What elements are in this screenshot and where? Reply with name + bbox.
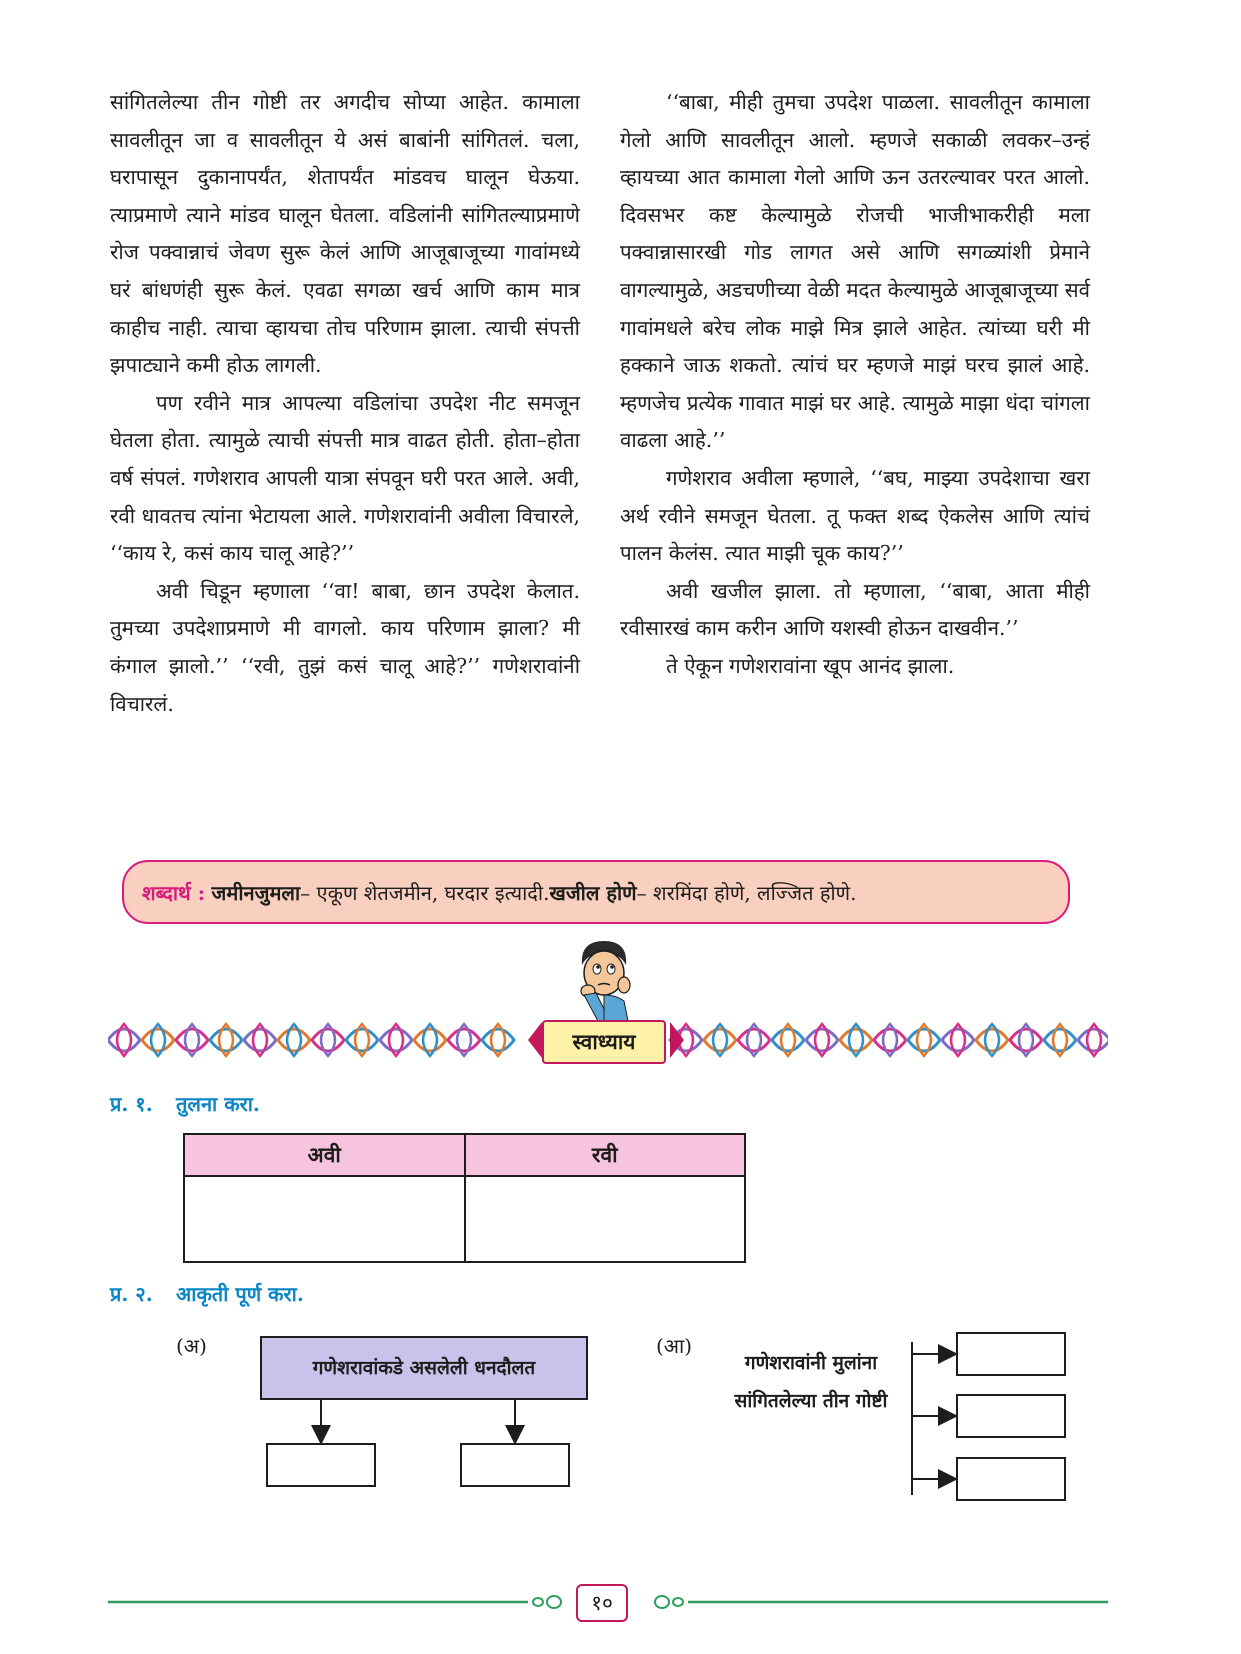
story-paragraph: ते ऐकून गणेशरावांना खूप आनंद झाला. [666, 653, 955, 678]
wealth-box: गणेशरावांकडे असलेली धनदौलत [260, 1336, 588, 1400]
band-ornament [210, 1024, 242, 1056]
story-paragraph: अवी चिडून म्हणाला ‘‘वा! बाबा, छान उपदेश केलात. तुमच्या उपदेशाप्रमाणे मी वागलो. काय परिणाम झाला? मी कंगाल झालो.’’ ‘‘रवी, तुझं कसं चालू आहे?’’ गणेशरावांनी विचारलं. [110, 578, 580, 716]
story-paragraph: अवी खजील झाला. तो म्हणाला, ‘‘बाबा, आता मीही रवीसारखं काम करीन आणि यशस्वी होऊन दाखवीन.’’ [620, 578, 1090, 641]
band-ornament [278, 1024, 310, 1056]
story-column-right [620, 84, 1090, 686]
band-ornament [176, 1024, 208, 1056]
answer-box[interactable] [956, 1332, 1066, 1376]
question-2 [110, 1280, 304, 1307]
question-number: प्र. २. [110, 1282, 153, 1306]
band-ornament [1010, 1024, 1042, 1056]
answer-cell[interactable] [184, 1176, 465, 1262]
band-ornament [244, 1024, 276, 1056]
band-ornament [312, 1024, 344, 1056]
band-ornament [142, 1024, 174, 1056]
band-ornament [908, 1024, 940, 1056]
answer-cell[interactable] [465, 1176, 746, 1262]
band-ornament [346, 1024, 378, 1056]
answer-box[interactable] [956, 1457, 1066, 1501]
band-ornament [840, 1024, 872, 1056]
band-ornament [874, 1024, 906, 1056]
band-ornament [108, 1024, 140, 1056]
part-aa-label: (आ) [656, 1334, 693, 1358]
band-ornament [448, 1024, 480, 1056]
answer-box[interactable] [460, 1443, 570, 1487]
band-ornament [772, 1024, 804, 1056]
glossary-label: शब्दार्थ : [142, 880, 206, 905]
story-paragraph: ‘‘बाबा, मीही तुमचा उपदेश पाळला. सावलीतून कामाला गेलो आणि सावलीतून आलो. म्हणजे सकाळी लवकर–उन्हं व्हायच्या आत कामाला गेलो आणि ऊन उतरल्यावर परत आलो. दिवसभर कष्ट केल्यामुळे रोजची भाजीभाकरीही मला पक्वान्नासारखी गोड लागत असे आणि सगळ्यांशी प्रेमाने वागल्यामुळे, अडचणीच्या वेळी मदत केल्यामुळे आजूबाजूच्या सर्व गावांमधले बरेच लोक माझे मित्र झाले आहेत. त्यांच्या घरी मी हक्काने जाऊ शकतो. त्यांचं घर म्हणजे माझं घरच झालं आहे. म्हणजेच प्रत्येक गावात माझं घर आहे. त्यामुळे माझा धंदा चांगला वाढला आहे.’’ [620, 90, 1090, 453]
page-number: १० [576, 1584, 628, 1622]
story-paragraph: गणेशराव अवीला म्हणाले, ‘‘बघ, माझ्या उपदेशाचा खरा अर्थ रवीने समजून घेतला. तू फक्त शब्द ऐकलेस आणि त्यांचं पालन केलंस. त्यात माझी चूक काय?’’ [620, 465, 1090, 566]
answer-box[interactable] [956, 1394, 1066, 1438]
story-column-left [110, 84, 580, 723]
section-title: स्वाध्याय [542, 1020, 666, 1064]
band-ornament [414, 1024, 446, 1056]
band-ornament [976, 1024, 1008, 1056]
band-ornament [1078, 1024, 1108, 1056]
band-ornament [704, 1024, 736, 1056]
question-number: प्र. १. [110, 1092, 153, 1116]
band-ornament [806, 1024, 838, 1056]
glossary-term: जमीनजुमला [211, 880, 301, 905]
three-things-label: गणेशरावांनी मुलांना सांगितलेल्या तीन गोष्टी [734, 1352, 888, 1412]
glossary-definition: – शरमिंदा होणे, लज्जित होणे. [636, 880, 857, 905]
table-header: रवी [465, 1134, 746, 1176]
glossary-box [122, 860, 1070, 924]
band-ornament [738, 1024, 770, 1056]
glossary-definition: – एकूण शेतजमीन, घरदार इत्यादी. [300, 880, 550, 905]
band-ornament [482, 1024, 514, 1056]
table-header: अवी [184, 1134, 465, 1176]
comparison-table [183, 1133, 746, 1263]
story-paragraph: पण रवीने मात्र आपल्या वडिलांचा उपदेश नीट समजून घेतला होता. त्यामुळे त्याची संपत्ती मात्र वाढत होती. होता–होता वर्ष संपलं. गणेशराव आपली यात्रा संपवून घरी परत आले. अवी, रवी धावतच त्यांना भेटायला आले. गणेशरावांनी अवीला विचारले, ‘‘काय रे, कसं काय चालू आहे?’’ [110, 390, 580, 566]
question-1 [110, 1090, 260, 1117]
part-a-label: (अ) [176, 1334, 207, 1358]
question-text: तुलना करा. [176, 1092, 260, 1116]
band-ornament [380, 1024, 412, 1056]
story-paragraph: सांगितलेल्या तीन गोष्टी तर अगदीच सोप्या आहेत. कामाला सावलीतून जा व सावलीतून ये असं बाबांनी सांगितलं. चला, घरापासून दुकानापर्यंत, शेतापर्यंत मांडवच घालून घेऊया. त्याप्रमाणे त्याने मांडव घालून घेतला. वडिलांनी सांगितल्याप्रमाणे रोज पक्वान्नाचं जेवण सुरू केलं आणि आजूबाजूच्या गावांमध्ये घरं बांधणंही सुरू केलं. एवढा सगळा खर्च आणि काम मात्र काहीच नाही. त्याचा व्हायचा तोच परिणाम झाला. त्याची संपत्ती झपाट्याने कमी होऊ लागली. [110, 90, 580, 378]
glossary-term: खजील होणे [549, 880, 637, 905]
band-ornament [1044, 1024, 1076, 1056]
band-ornament [942, 1024, 974, 1056]
question-text: आकृती पूर्ण करा. [176, 1282, 304, 1306]
answer-box[interactable] [266, 1443, 376, 1487]
